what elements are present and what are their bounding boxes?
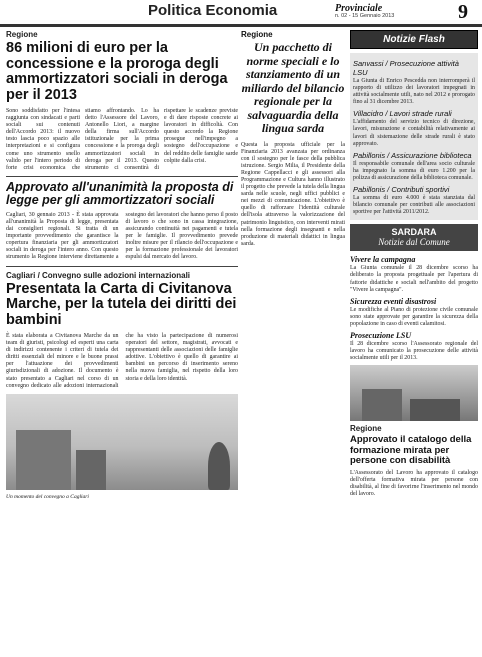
sardara-item-title: Prosecuzione LSU bbox=[350, 330, 412, 340]
flash-item-body: La Giunta di Enrico Pescedda non interromperà il rapporto di utilizzo dei lavoratori impegnati in attività socialmente utili, nato nel 2012 e prorogato fino al 31 dicembre 2013. bbox=[353, 78, 475, 106]
photo-house bbox=[410, 399, 460, 421]
sardara-item-title: Sicurezza eventi disastrosi bbox=[350, 296, 437, 306]
regione-headline: Approvato il catalogo della formazione mirata per persone con disabilità bbox=[350, 434, 472, 467]
flash-item-title: Sanvassi / Prosecuzione attività LSU bbox=[353, 59, 459, 77]
divider bbox=[6, 266, 238, 267]
sardara-item-body: Il 28 dicembre scorso l'Assessorato regionale del lavoro ha comunicato la prosecuzione delle attività socialmente utili per il 2013. bbox=[350, 340, 478, 362]
sardara-banner bbox=[350, 224, 478, 251]
right-column bbox=[350, 30, 478, 655]
article2-headline: Approvato all'unanimità la proposta di legge per gli ammortizzatori sociali bbox=[6, 179, 234, 208]
article1-kicker: Regione bbox=[6, 30, 38, 39]
flash-box bbox=[350, 53, 478, 220]
flash-item-title: Pabillonis / Assicurazione biblioteca bbox=[353, 150, 472, 160]
header-rule bbox=[0, 24, 482, 27]
flash-item-title: Pabillonis / Contributi sportivi bbox=[353, 185, 450, 195]
article1-headline: 86 milioni di euro per la concessione e la proroga degli ammortizzatori sociali in deroga per il 2013 bbox=[6, 40, 228, 103]
mid-body: Questa la proposta ufficiale per la Finanziaria 2013 avanzata per ordinanza con il sostegno per le fasce della pubblica istruzione. Sergio Milia, il Presidente della Regione Cappellacci e gli assessori alla Programmazione e Cultura hanno illustrato il progetto che prevede la tutela della lingua sarda nelle scuole, negli uffici pubblici e nei mezzi di comunicazione. L'obiettivo è quello di rafforzare l'identità culturale dell'isola attraverso la valorizzazione del patrimonio linguistico, con interventi mirati nella formazione degli insegnanti e nella produzione di materiali didattici in lingua sarda. bbox=[241, 141, 345, 247]
page-header bbox=[0, 0, 482, 24]
article1-body: Sono soddisfatto per l'intesa raggiunta con sindacati e parti sociali sui contenuti dell'Accordo 2013: il nuovo testo lascia poco spazio alle interpretazioni e si configura come uno strumento snello valido per l'intero periodo di forte crisi economica che stiamo affrontando. Lo ha detto l'Assessore del Lavoro, Antonello Liori, a margine della firma sull'Accordo istituzionale per la prima concessione e la proroga degli ammortizzatori sociali in deroga per il 2013. Questo strumento ci consentirà di rispettare le scadenze previste e di dare risposte concrete ai lavoratori in difficoltà. Con questo accordo la Regione prosegue nell'impegno a sostegno dell'occupazione e del reddito delle famiglie sarde colpite dalla crisi. bbox=[6, 108, 238, 171]
article2-body: Cagliari, 30 gennaio 2013 - È stata approvata all'unanimità la Proposta di legge, presentata dai consiglieri regionali. Si tratta di un importante provvedimento che garantisce la copertura finanziaria per gli ammortizzatori sociali in deroga per l'intero anno. Con questo strumento la Regione interviene direttamente a sostegno dei lavoratori che hanno perso il posto di lavoro o che sono in cassa integrazione, assicurando continuità nei pagamenti e tutela per le famiglie. Il provvedimento prevede inoltre misure per il rilancio dell'occupazione e per la formazione professionale dei lavoratori espulsi dal mercato del lavoro. bbox=[6, 211, 238, 261]
notizie-flash-banner: Notizie Flash bbox=[350, 30, 478, 49]
sardara-place: SARDARA bbox=[391, 227, 437, 238]
section-title: Politica Economia bbox=[148, 2, 278, 19]
landscape-photo bbox=[350, 365, 478, 421]
article3-kicker: Cagliari / Convegno sulle adozioni internazionali bbox=[6, 270, 191, 280]
regione-body: L'Assessorato del Lavoro ha approvato il catalogo dell'offerta formativa mirata per persone con disabilità, al fine di favorirne l'inserimento nel mondo del lavoro. bbox=[350, 469, 478, 498]
photo-building bbox=[16, 430, 71, 490]
flash-item-title: Villacidro / Lavori strade rurali bbox=[353, 109, 452, 119]
article3-headline: Presentata la Carta di Civitanova Marche, per la tutela dei diritti dei bambini bbox=[6, 280, 237, 328]
newspaper-logo: Provinciale bbox=[335, 3, 383, 14]
article3-body: È stata elaborata a Civitanova Marche da un team di giuristi, psicologi ed esperti una carta di indirizzi contenente i criteri di tutela dei diritti essenziali del minore e le buone prassi per l'attuazione dei provvedimenti giurisdizionali di adozione. Il documento è stato presentato a Cagliari nel corso di un convegno dedicato alle adozioni internazionali che ha visto la partecipazione di numerosi operatori del settore, magistrati, avvocati e rappresentanti delle associazioni delle famiglie adottive. L'obiettivo è quello di garantire ai bambini un percorso di inserimento sereno nella nuova famiglia, nel rispetto della loro storia e della loro identità. bbox=[6, 333, 238, 389]
sardara-label: Notizie dal Comune bbox=[378, 237, 450, 248]
left-column bbox=[6, 30, 238, 655]
flash-item-body: La somma di euro 4.000 è stata stanziata dal bilancio comunale per contributi alle associazioni sportive per l'attività 2011/2012. bbox=[353, 195, 475, 216]
photo-tree bbox=[208, 442, 230, 490]
middle-column bbox=[241, 30, 345, 655]
page-number: 9 bbox=[458, 1, 468, 23]
flash-item-body: Il responsabile comunale dell'area socio culturale ha impegnato la somma di euro 1.200 per la polizza di assicurazione della biblioteca comunale. bbox=[353, 160, 475, 181]
sardara-item-title: Vivere la campagna bbox=[350, 255, 416, 265]
photo-building bbox=[76, 450, 106, 490]
regione-kicker: Regione bbox=[350, 424, 382, 434]
photo-house bbox=[362, 389, 402, 421]
sardara-item-body: Le modifiche al Piano di protezione civile comunale sono state approvate per garantire la sicurezza della popolazione in caso di eventi calamitosi. bbox=[350, 306, 478, 327]
convegno-photo bbox=[6, 394, 238, 490]
photo-caption: Un momento del convegno a Cagliari bbox=[6, 493, 89, 500]
mid-headline: Un pacchetto di norme speciali e lo stanziamento di un miliardo del bilancio regionale per la salvaguardia della lingua sarda bbox=[241, 40, 345, 135]
sardara-item-body: La Giunta comunale il 28 dicembre scorso ha deliberato la proposta progettuale per l'apertura di fattorie didattiche e sociali nell'ambito del progetto "Vivere la campagna". bbox=[350, 265, 478, 293]
mid-kicker: Regione bbox=[241, 30, 273, 39]
divider bbox=[6, 176, 238, 177]
issue-line: n. 02 - 15 Gennaio 2013 bbox=[335, 13, 395, 19]
flash-item-body: L'affidamento del servizio tecnico di direzione, lavori, misurazione e contabilità relativamente ai lavori di sistemazione delle strade rurali è stato approvato. bbox=[353, 119, 475, 147]
